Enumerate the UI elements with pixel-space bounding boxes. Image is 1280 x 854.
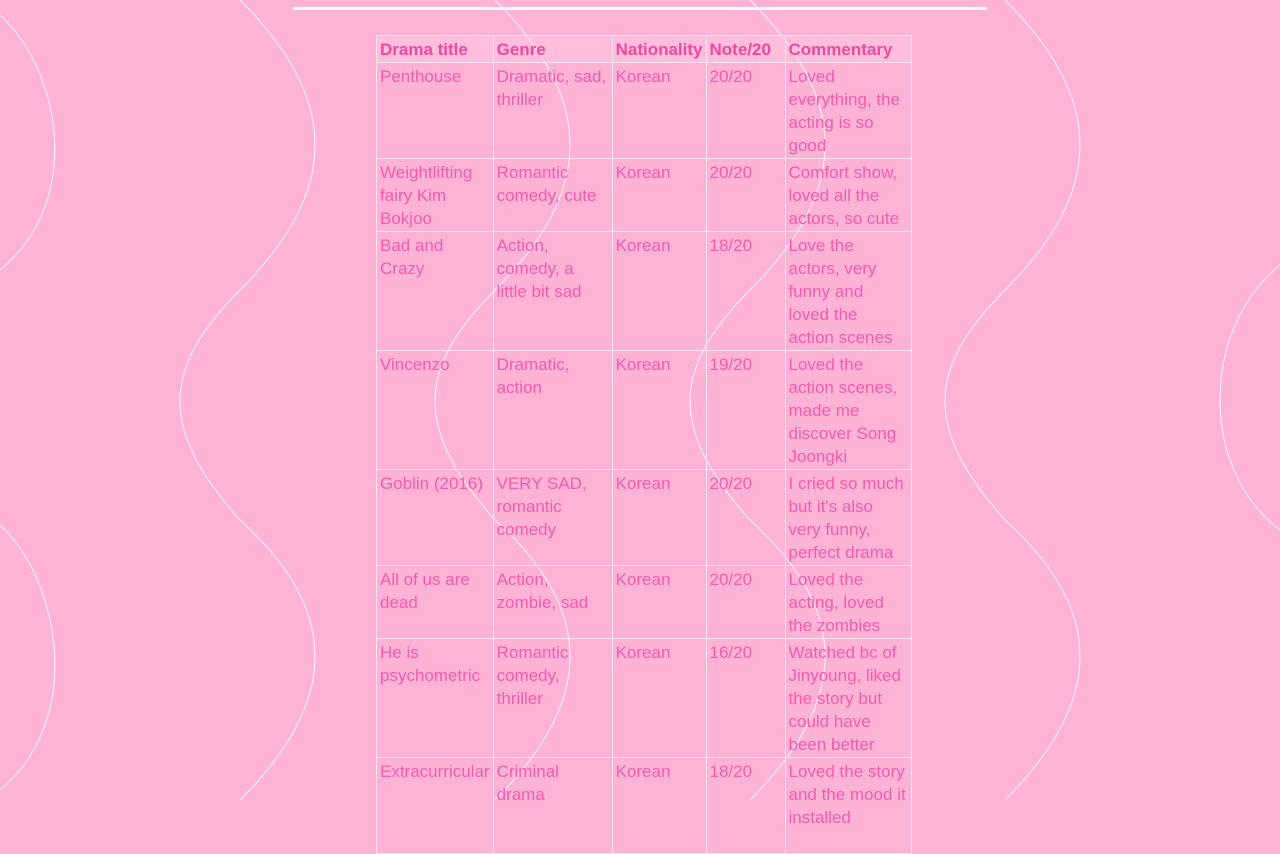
cell-commentary: Love the actors, very funny and loved the action scenes: [785, 232, 911, 351]
cell-nationality: Korean: [612, 639, 706, 758]
cell-genre: Dramatic, action: [493, 351, 612, 470]
cell-commentary: Loved the story and the mood it installed: [785, 758, 911, 854]
cell-note: 20/20: [706, 566, 785, 639]
cell-commentary: Comfort show, loved all the actors, so cute: [785, 159, 911, 232]
cell-commentary: Loved the action scenes, made me discover Song Joongki: [785, 351, 911, 470]
cell-nationality: Korean: [612, 758, 706, 854]
cell-nationality: Korean: [612, 566, 706, 639]
table-row: [377, 566, 912, 639]
column-header-title: Drama title: [377, 36, 494, 63]
table-row: [377, 232, 912, 351]
cell-genre: Romantic comedy, cute: [493, 159, 612, 232]
cell-nationality: Korean: [612, 63, 706, 159]
table-row: [377, 758, 912, 854]
cell-title: He is psychometric: [377, 639, 494, 758]
cell-title: Penthouse: [377, 63, 494, 159]
cell-note: 20/20: [706, 63, 785, 159]
column-header-commentary: Commentary: [785, 36, 911, 63]
cell-note: 18/20: [706, 232, 785, 351]
cell-commentary: Watched bc of Jinyoung, liked the story but could have been better: [785, 639, 911, 758]
cell-nationality: Korean: [612, 470, 706, 566]
cell-commentary: I cried so much but it's also very funny, perfect drama: [785, 470, 911, 566]
cell-genre: VERY SAD, romantic comedy: [493, 470, 612, 566]
cell-note: 20/20: [706, 470, 785, 566]
cell-genre: Dramatic, sad, thriller: [493, 63, 612, 159]
cell-commentary: Loved the acting, loved the zombies: [785, 566, 911, 639]
table-row: [377, 351, 912, 470]
table-header-row: [377, 36, 912, 63]
cell-genre: Action, zombie, sad: [493, 566, 612, 639]
table-row: [377, 639, 912, 758]
cell-title: Vincenzo: [377, 351, 494, 470]
cell-nationality: Korean: [612, 232, 706, 351]
drama-table: [376, 35, 912, 854]
cell-nationality: Korean: [612, 159, 706, 232]
cell-note: 20/20: [706, 159, 785, 232]
table-row: [377, 470, 912, 566]
cell-genre: Criminal drama: [493, 758, 612, 854]
cell-genre: Action, comedy, a little bit sad: [493, 232, 612, 351]
cell-title: Goblin (2016): [377, 470, 494, 566]
cell-note: 19/20: [706, 351, 785, 470]
horizontal-rule: [293, 7, 987, 10]
cell-title: All of us are dead: [377, 566, 494, 639]
cell-note: 16/20: [706, 639, 785, 758]
cell-nationality: Korean: [612, 351, 706, 470]
cell-title: Bad and Crazy: [377, 232, 494, 351]
table-row: [377, 159, 912, 232]
cell-title: Extracurricular: [377, 758, 494, 854]
column-header-genre: Genre: [493, 36, 612, 63]
cell-note: 18/20: [706, 758, 785, 854]
cell-commentary: Loved everything, the acting is so good: [785, 63, 911, 159]
column-header-note: Note/20: [706, 36, 785, 63]
cell-genre: Romantic comedy, thriller: [493, 639, 612, 758]
cell-title: Weightlifting fairy Kim Bokjoo: [377, 159, 494, 232]
column-header-nationality: Nationality: [612, 36, 706, 63]
table-row: [377, 63, 912, 159]
